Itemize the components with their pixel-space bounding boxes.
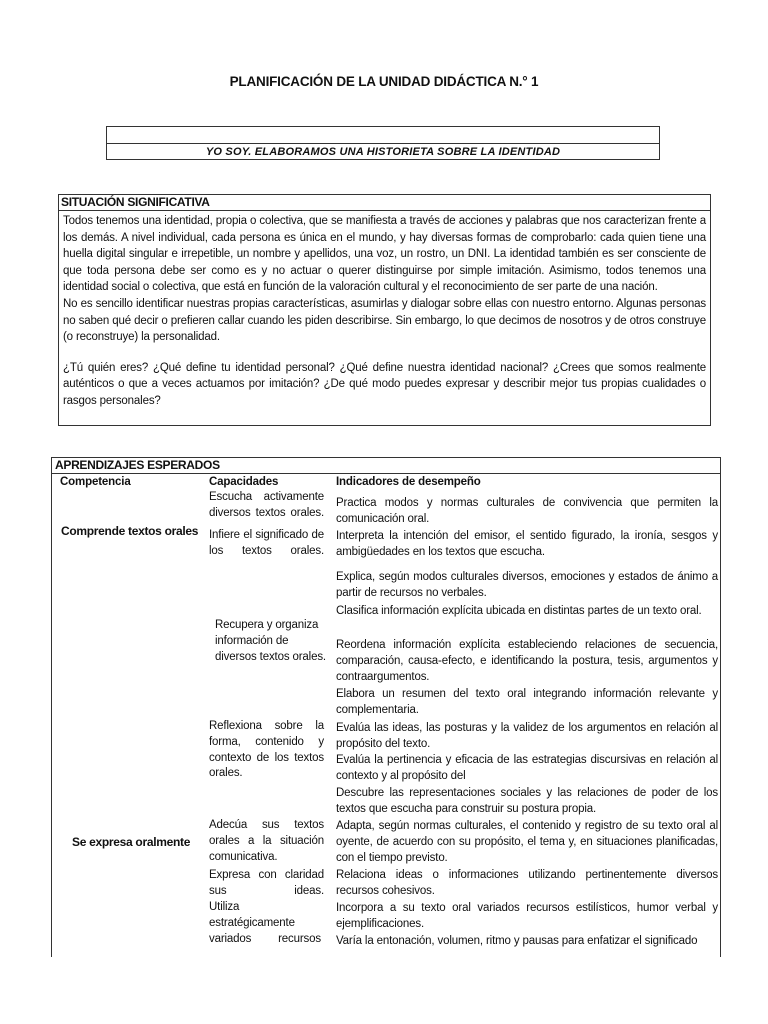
competencia-expresa: Se expresa oralmente [72,835,191,849]
capacidad-expresa: Expresa con claridad sus ideas. [209,869,324,897]
situacion-questions: ¿Tú quién eres? ¿Qué define tu identidad personal? ¿Qué define nuestra identidad nacional? ¿Crees que somos realmente auténticos o que a veces actuamos por imitación? ¿De qué modo puedes expresar y describir mejor tus propias cualidades o rasgos personales? [63,361,706,407]
competencia-comprende: Comprende textos orales [61,524,199,538]
aprendizajes-heading: APRENDIZAJES ESPERADOS [52,458,720,474]
situacion-body [59,211,710,410]
situacion-heading: SITUACIÓN SIGNIFICATIVA [59,195,710,211]
col-header-competencia: Competencia [60,476,131,488]
indicador-6: Elabora un resumen del texto oral integrando información relevante y complementaria. [336,688,718,716]
situacion-paragraph-1: Todos tenemos una identidad, propia o colectiva, que se manifiesta a través de acciones y palabras que nos caracterizan frente a los demás. A nivel individual, cada persona es única en el mundo, y hay diversas formas de comprobarlo: cada quien tiene una huella digital singular e irrepetible, un nombre y apellidos, una voz, un rostro, un DNI. La identidad también es ser consciente de que toda persona debe ser como es y no actuar o querer distinguirse por simple imitación. Asimismo, todos tenemos una identidad social o colectiva, que está en función de la valoración cultural y el reconocimiento de ser parte de una nación. [63,215,706,294]
capacidad-utiliza: Utiliza estratégicamente variados recursos [209,901,321,945]
capacidad-reflexiona: Reflexiona sobre la forma, contenido y contexto de los textos orales. [209,720,324,780]
capacidad-infiere: Infiere el significado de los textos orales. [209,529,324,557]
unit-title-empty-row [107,127,659,144]
situacion-paragraph-2: No es sencillo identificar nuestras propias características, asumirlas y dialogar sobre ellas con nuestro entorno. Algunas personas no saben qué decir o prefieren callar cuando les piden describirse. Sin embargo, lo que decimos de nosotros y de otros construye (o reconstruye) la personalidad. [63,297,706,344]
indicador-9: Descubre las representaciones sociales y las relaciones de poder de los textos que escucha para construir su postura propia. [336,787,718,815]
col-header-capacidades: Capacidades [209,476,279,488]
page-title: PLANIFICACIÓN DE LA UNIDAD DIDÁCTICA N.° 1 [229,74,539,89]
indicador-12: Incorpora a su texto oral variados recursos estilísticos, humor verbal y ejemplificaciones. [336,902,718,930]
indicador-2: Interpreta la intención del emisor, el sentido figurado, la ironía, sesgos y ambigüedades en los textos que escucha. [336,530,718,558]
indicador-8: Evalúa la pertinencia y eficacia de las estrategias discursivas en relación al contexto y al propósito del [336,754,718,782]
aprendizajes-table [51,457,721,957]
indicador-4: Clasifica información explícita ubicada en distintas partes de un texto oral. [336,605,702,617]
indicador-13: Varía la entonación, volumen, ritmo y pausas para enfatizar el significado [336,935,698,947]
unit-title-box [106,126,660,160]
col-header-indicadores: Indicadores de desempeño [336,476,481,488]
situacion-significativa-box [58,194,711,426]
indicador-10: Adapta, según normas culturales, el contenido y registro de su texto oral al oyente, de acuerdo con su propósito, el tema y, en situaciones planificadas, con el tiempo previsto. [336,820,718,864]
indicador-1: Practica modos y normas culturales de convivencia que permiten la comunicación oral. [336,497,718,525]
capacidad-adecua: Adecúa sus textos orales a la situación comunicativa. [209,819,324,863]
capacidad-escucha: Escucha activamente diversos textos orales. [209,491,324,519]
indicador-5: Reordena información explícita estableciendo relaciones de secuencia, comparación, causa-efecto, e identificando la postura, tesis, argumentos y contraargumentos. [336,639,718,683]
unit-subtitle: YO SOY. ELABORAMOS UNA HISTORIETA SOBRE LA IDENTIDAD [205,146,561,158]
capacidad-recupera: Recupera y organiza información de diversos textos orales. [215,619,326,663]
indicador-11: Relaciona ideas o informaciones utilizando pertinentemente diversos recursos cohesivos. [336,869,718,897]
indicador-7: Evalúa las ideas, las posturas y la validez de los argumentos en relación al propósito del texto. [336,722,718,750]
indicador-3: Explica, según modos culturales diversos, emociones y estados de ánimo a partir de recursos no verbales. [336,571,718,599]
